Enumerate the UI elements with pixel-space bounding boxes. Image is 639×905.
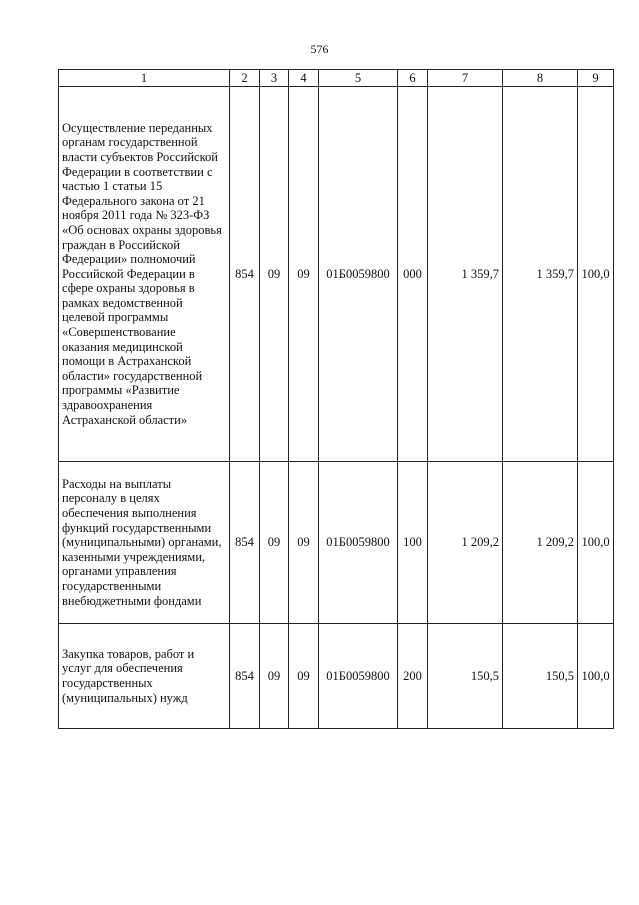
row-description: Расходы на выплаты персоналу в целях обеспечения выполнения функций государственными (муниципальными) органами, казенными учреждениями, органами управления государственными внебюджетными фондами	[59, 462, 230, 624]
cell-section: 09	[260, 462, 289, 624]
budget-table	[58, 69, 614, 729]
header-cell: 1	[59, 70, 230, 87]
cell-admin-code: 854	[230, 624, 260, 729]
cell-section: 09	[260, 624, 289, 729]
header-cell: 6	[398, 70, 428, 87]
cell-percent: 100,0	[578, 87, 614, 462]
cell-section: 09	[260, 87, 289, 462]
header-cell: 4	[289, 70, 319, 87]
cell-percent: 100,0	[578, 462, 614, 624]
row-description: Осуществление переданных органам государственной власти субъектов Российской Федерации в соответствии с частью 1 статьи 15 Федерального закона от 21 ноября 2011 года № 323-ФЗ «Об основах охраны здоровья граждан в Российской Федерации» полномочий Российской Федерации в сфере охраны здоровья в рамках ведомственной целевой программы «Совершенствование оказания медицинской помощи в Астраханской области» государственной программы «Развитие здравоохранения Астраханской области»	[59, 87, 230, 462]
header-cell: 7	[428, 70, 503, 87]
cell-target-item: 01Б0059800	[319, 87, 398, 462]
cell-percent: 100,0	[578, 624, 614, 729]
cell-subsection: 09	[289, 624, 319, 729]
header-cell: 5	[319, 70, 398, 87]
table-row	[59, 462, 614, 624]
cell-amount-actual: 150,5	[503, 624, 578, 729]
cell-amount-planned: 1 359,7	[428, 87, 503, 462]
header-cell: 2	[230, 70, 260, 87]
cell-subsection: 09	[289, 87, 319, 462]
cell-expense-type: 100	[398, 462, 428, 624]
row-description: Закупка товаров, работ и услуг для обеспечения государственных (муниципальных) нужд	[59, 624, 230, 729]
cell-admin-code: 854	[230, 462, 260, 624]
cell-amount-planned: 150,5	[428, 624, 503, 729]
page-number: 576	[310, 42, 329, 56]
cell-target-item: 01Б0059800	[319, 624, 398, 729]
cell-amount-actual: 1 209,2	[503, 462, 578, 624]
header-row	[59, 70, 614, 87]
cell-amount-actual: 1 359,7	[503, 87, 578, 462]
header-cell: 3	[260, 70, 289, 87]
table-row	[59, 87, 614, 462]
cell-subsection: 09	[289, 462, 319, 624]
header-cell: 8	[503, 70, 578, 87]
cell-target-item: 01Б0059800	[319, 462, 398, 624]
cell-admin-code: 854	[230, 87, 260, 462]
table-row	[59, 624, 614, 729]
cell-expense-type: 000	[398, 87, 428, 462]
header-cell: 9	[578, 70, 614, 87]
cell-expense-type: 200	[398, 624, 428, 729]
cell-amount-planned: 1 209,2	[428, 462, 503, 624]
